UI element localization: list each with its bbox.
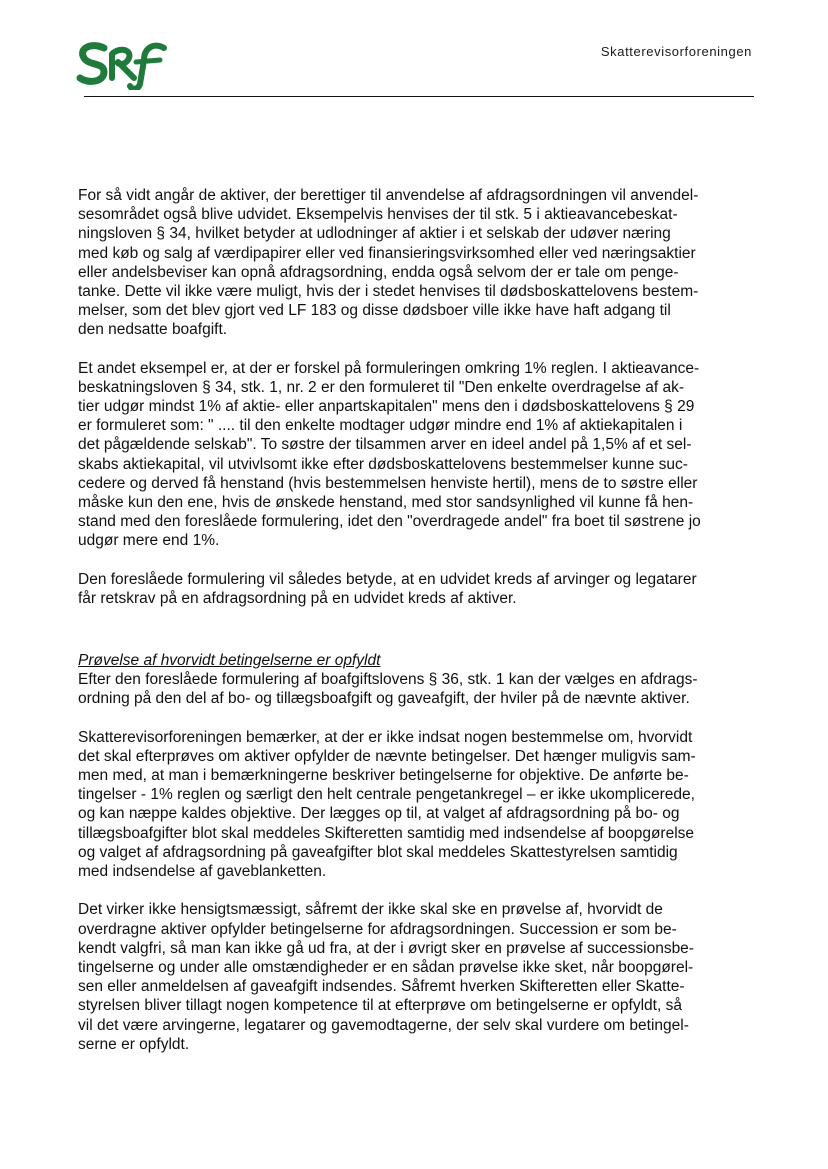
srf-logo [74,38,170,90]
letter-body [78,186,752,1054]
paragraph-scope: For så vidt angår de aktiver, der berettiger til anvendelse af afdragsordningen vil anvendel- sesområdet også blive udvidet. Eksempelvis henvises der til stk. 5 i aktieavancebeskat- ningsloven § 34, hvilket betyder at udlodninger af aktier i et selskab der udøver næring med køb og salg af værdipapirer eller ved finansieringsvirksomhed eller ved næringsaktier eller andelsbeviser kan opnå afdragsordning, endda også selvom der er tale om penge- tanke. Dette vil ikke være muligt, hvis der i stedet henvises til dødsboskattelovens bestem- melser, som det blev gjort ved LF 183 og disse dødsboer ville ikke have haft adgang til den nedsatte boafgift. [78,187,699,339]
paragraph-conclusion: Den foreslåede formulering vil således betyde, at en udvidet kreds af arvinger og legatarer får retskrav på en afdragsordning på en udvidet kreds af aktiver. [78,570,697,607]
section-heading: Prøvelse af hvorvidt betingelserne er opfyldt [78,652,381,670]
paragraph-one-percent-rule: Et andet eksempel er, at der er forskel på formuleringen omkring 1% reglen. I aktieavance- beskatningsloven § 34, stk. 1, nr. 2 er den formuleret til "Den enkelte overdragelse af ak- tier udgør mindst 1% af aktie- eller anpartskapitalen" mens den i dødsboskattelovens § 29 er formuleret som: " .... til den enkelte modtager udgør mindre end 1% af aktiekapitalen i det pågældende selskab". To søstre der tilsammen arver en ideel andel på 1,5% af et sel- skabs aktiekapital, vil utvivlsomt ikke efter dødsboskattelovens bestemmelser kunne suc- cedere og derved få henstand (hvis bestemmelsen henviste hertil), mens de to søstre eller måske kun den ene, hvis de ønskede henstand, med stor sandsynlighed vil kunne få hen- stand med den foreslåede formulering, idet den "overdragede andel" fra boet til søstrene jo udgør mere end 1%. [78,359,701,550]
section-paragraph-assessment: Det virker ikke hensigtsmæssigt, såfremt der ikke skal ske en prøvelse af, hvorvidt de overdragne aktiver opfylder betingelserne for afdragsordningen. Succession er som be- kendt valgfri, så man kan ikke gå ud fra, at der i øvrigt sker en prøvelse af successionsbe- tingelserne og under alle omstændigheder er en sådan prøvelse ikke sket, når boopgørel- sen eller anmeldelsen af gaveafgift indsendes. Såfremt hverken Skifteretten eller Skatte- styrelsen bliver tillagt nogen kompetence til at efterprøve om betingelserne er opfyldt, så vil det være arvingerne, legatarer og gavemodtagerne, der selv skal vurdere om betingel- serne er opfyldt. [78,901,694,1053]
organization-name: Skatterevisorforeningen [600,44,752,59]
header-divider [84,96,754,97]
section-paragraph-remarks: Skatterevisorforeningen bemærker, at der er ikke indsat nogen bestemmelse om, hvorvidt det skal efterprøves om aktiver opfylder de nævnte betingelser. Det hænger muligvis sam- men med, at man i bemærkningerne beskriver betingelserne for objektive. De anførte be- tingelser - 1% reglen og særligt den helt centrale pengetankregel – er ikke ukomplicerede, og kan næppe kaldes objektive. Der lægges op til, at valget af afdragsordning på bo- og tillægsboafgifter blot skal meddeles Skifteretten samtidig med indsendelse af boopgørelse og valget af afdragsordning på gaveafgifter blot skal meddeles Skattestyrelsen samtidig med indsendelse af gaveblanketten. [78,728,696,881]
section-paragraph-proposal: Efter den foreslåede formulering af boafgiftslovens § 36, stk. 1 kan der vælges en afdrags- ordning på den del af bo- og tillægsboafgift og gaveafgift, der hviler på de nævnte aktiver. [78,671,698,708]
